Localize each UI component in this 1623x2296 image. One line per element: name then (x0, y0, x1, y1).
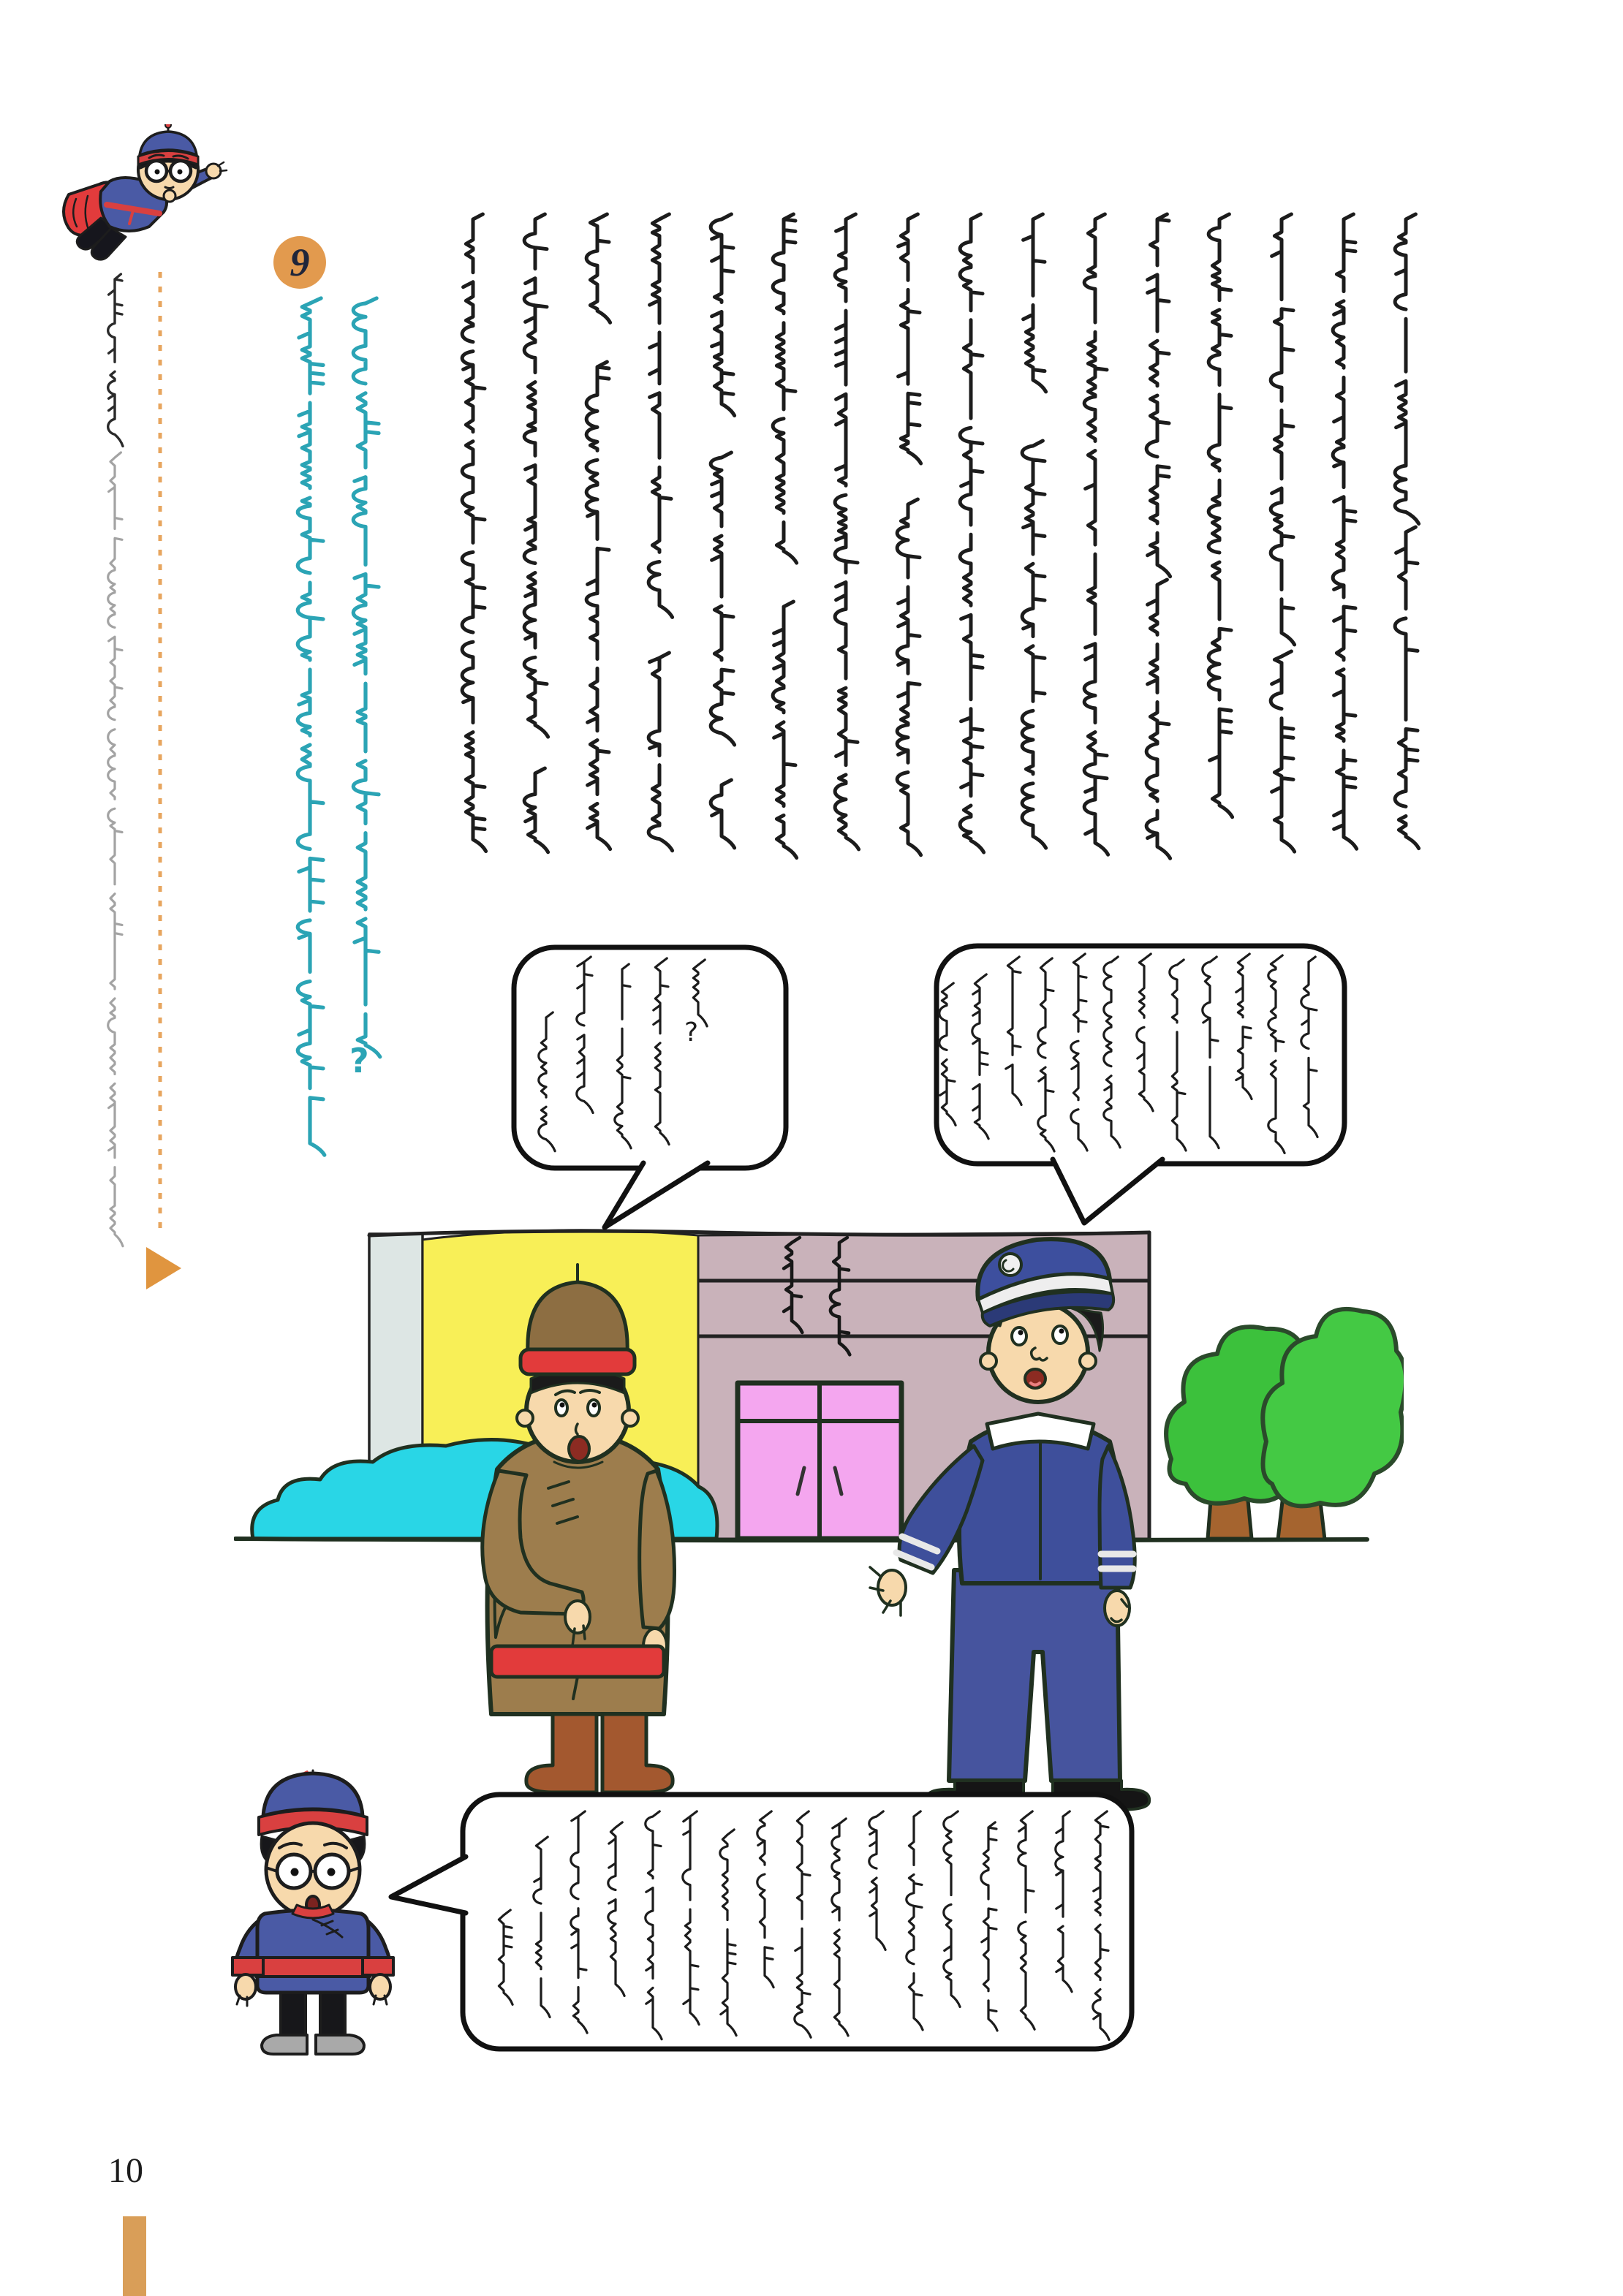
speech-bubble-right (930, 938, 1354, 1238)
main-passage-column (524, 214, 548, 852)
page-number: 10 (108, 2151, 143, 2190)
main-passage-column (1146, 214, 1170, 858)
main-passage-column (586, 214, 610, 849)
main-passage-column (773, 214, 796, 858)
sidebar-divider (139, 263, 197, 1301)
mascot-flying-boy (58, 124, 230, 278)
sidebar-note-gray-column (108, 452, 123, 1246)
speech-bubble-right-tail (1053, 1159, 1162, 1223)
boy-shoe-right (316, 2035, 364, 2054)
helper-speech-bubble-tail (391, 1857, 466, 1913)
man-hat-band (521, 1349, 635, 1374)
scene-illustration (234, 1170, 1404, 1835)
main-passage-column (1022, 214, 1045, 848)
main-passage-column (897, 214, 920, 855)
helper-speech-bubble (380, 1787, 1140, 2058)
lesson-number: 9 (290, 240, 310, 284)
footer-accent-bar (123, 2216, 146, 2296)
main-passage-column (1271, 214, 1294, 852)
main-passage-column (462, 214, 485, 851)
boy-cuff-left (232, 1958, 263, 1975)
speech-bubble-left (504, 939, 797, 1239)
man-hand-pointing (565, 1601, 590, 1633)
mascot-hand-chin (164, 190, 175, 202)
lesson-badge (273, 236, 326, 289)
boy-shoe-left (262, 2035, 307, 2054)
man-sash (491, 1646, 664, 1677)
main-passage-column (835, 214, 858, 849)
main-passage-column (1395, 214, 1418, 849)
main-passage-column (1084, 214, 1108, 855)
boy-pants-left (281, 1993, 306, 2035)
main-passage-column (1208, 214, 1232, 817)
boy-pants-right (320, 1993, 345, 2035)
speech-bubble-left-tail (605, 1163, 708, 1227)
man-mouth (569, 1436, 589, 1461)
boy-hand-left (235, 1974, 256, 1999)
question-mark-bubble: ? (684, 1018, 699, 1047)
officer-trousers (949, 1570, 1120, 1781)
main-passage-column (960, 214, 983, 852)
man-left-boot (526, 1714, 597, 1792)
main-passage-column (1333, 214, 1356, 849)
main-passage-column (648, 214, 672, 851)
sidebar-note-black-column (108, 274, 123, 446)
boy-sash (256, 1958, 370, 1977)
man-right-boot (602, 1714, 673, 1792)
lesson-question-teal-column (353, 298, 380, 1057)
ground-line (235, 1539, 1367, 1540)
arrow-triangle (146, 1247, 181, 1289)
boy-deel (257, 1910, 368, 1993)
question-mark-teal: ? (349, 1041, 369, 1080)
officer-hand-open (878, 1570, 906, 1605)
lesson-question-teal-column (298, 298, 325, 1155)
main-passage-column (711, 214, 734, 848)
